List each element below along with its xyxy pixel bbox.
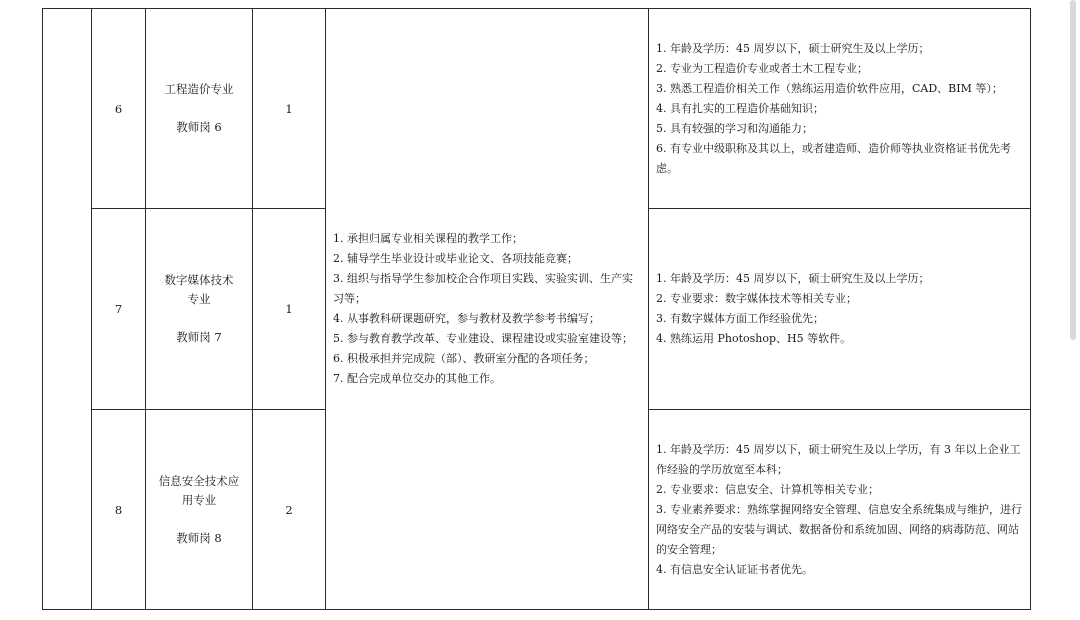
post-label: 教师岗 8 [176, 530, 222, 545]
requirement-item: 1. 年龄及学历：45 周岁以下，硕士研究生及以上学历； [656, 41, 930, 55]
requirement-item: 3. 专业素养要求：熟练掌握网络安全管理、信息安全系统集成与维护，进行网络安全产品的安装与调试、数据备份和系统加固、网络的病毒防范、网站的安全管理； [656, 502, 1022, 556]
row-index-cell [92, 9, 145, 208]
row-index-cell [92, 410, 145, 609]
duty-item: 2. 辅导学生毕业设计或毕业论文、各项技能竞赛； [333, 252, 578, 265]
duty-item: 5. 参与教育教学改革、专业建设、课程建设或实验室建设等； [333, 332, 633, 345]
post-name-line: 专业 [187, 292, 211, 306]
requirements-cell [649, 9, 1030, 208]
row-index: 7 [114, 302, 123, 316]
post-name-cell [146, 209, 252, 409]
post-label: 教师岗 6 [176, 120, 222, 134]
requirements-cell [649, 209, 1030, 409]
post-name-line: 数字媒体技术 [164, 273, 234, 287]
requirement-item: 4. 熟练运用 Photoshop、H5 等软件。 [656, 332, 852, 345]
duty-item: 6. 积极承担并完成院（部）、教研室分配的各项任务； [333, 352, 595, 365]
post-label: 教师岗 7 [176, 330, 222, 344]
row-index-cell [92, 209, 145, 409]
requirement-item: 4. 有信息安全认证证书者优先。 [656, 562, 813, 576]
requirement-item: 1. 年龄及学历：45 周岁以下，硕士研究生及以上学历，有 3 年以上企业工作经验的学历放宽至本科； [656, 442, 1021, 476]
requirement-item: 2. 专业为工程造价专业或者土木工程专业； [656, 61, 868, 75]
headcount: 2 [285, 502, 293, 517]
vertical-scrollbar[interactable] [1070, 0, 1076, 340]
requirements-cell [649, 410, 1030, 609]
requirements-list [656, 269, 929, 349]
requirement-item: 3. 有数字媒体方面工作经验优先； [656, 312, 824, 325]
requirements-list [656, 39, 1024, 179]
headcount: 1 [285, 302, 293, 316]
duties-list [333, 229, 643, 389]
table-border-left [42, 8, 43, 610]
requirement-item: 4. 具有扎实的工程造价基础知识； [656, 101, 824, 115]
requirements-list [656, 440, 1024, 580]
headcount-cell [253, 209, 325, 409]
duty-item: 7. 配合完成单位交办的其他工作。 [333, 372, 501, 385]
table-border-bottom [42, 609, 1031, 610]
post-name-cell [146, 9, 252, 208]
headcount-cell [253, 410, 325, 609]
row-index: 6 [114, 101, 123, 116]
requirement-item: 3. 熟悉工程造价相关工作（熟练运用造价软件应用，CAD、BIM 等）； [656, 81, 1003, 95]
headcount: 1 [285, 101, 293, 116]
headcount-cell [253, 9, 325, 208]
duty-item: 1. 承担归属专业相关课程的教学工作； [333, 232, 523, 245]
table-border-right [1030, 8, 1031, 610]
requirement-item: 2. 专业要求：信息安全、计算机等相关专业； [656, 482, 879, 496]
duties-cell [326, 9, 648, 609]
requirement-item: 2. 专业要求：数字媒体技术等相关专业； [656, 292, 857, 305]
post-name-line: 信息安全技术应 [158, 473, 240, 488]
post-name-line: 工程造价专业 [164, 82, 234, 96]
post-name-line: 用专业 [181, 492, 217, 507]
requirement-item: 6. 有专业中级职称及其以上，或者建造师、造价师等执业资格证书优先考虑。 [656, 141, 1011, 175]
row-index: 8 [114, 502, 123, 517]
duty-item: 3. 组织与指导学生参加校企合作项目实践、实验实训、生产实习等； [333, 272, 633, 305]
duty-item: 4. 从事教科研课题研究，参与教材及教学参考书编写； [333, 312, 600, 325]
post-name-cell [146, 410, 252, 609]
requirement-item: 1. 年龄及学历：45 周岁以下，硕士研究生及以上学历； [656, 272, 930, 285]
requirement-item: 5. 具有较强的学习和沟通能力； [656, 121, 813, 135]
